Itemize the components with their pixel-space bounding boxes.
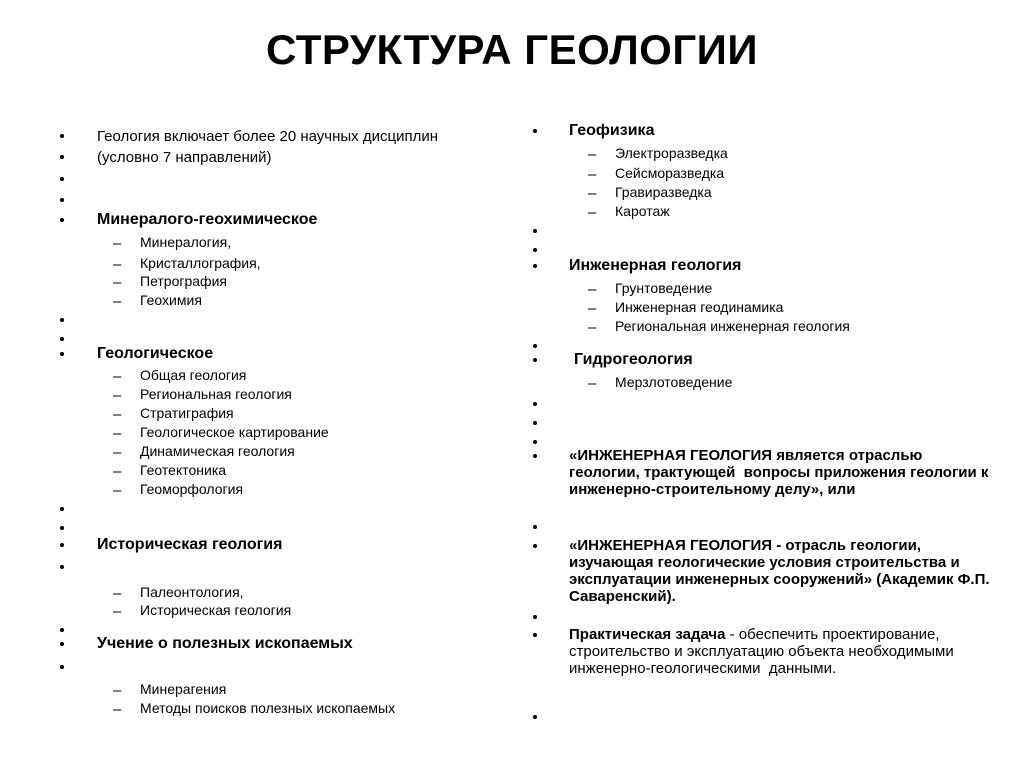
dash-icon: – [588,146,597,163]
dash-icon: – [588,166,597,183]
bullet-icon [533,248,537,252]
bullet-icon [60,526,64,530]
bullet-icon [533,402,537,406]
sub-list-item-label: Общая геология [140,367,247,383]
dash-icon: – [113,406,122,423]
list-item-heading: Инженерная геология [569,257,742,274]
sub-list-item-label: Инженерная геодинамика [615,299,784,315]
bullet-icon [60,198,64,202]
sub-list-item-label: Динамическая геология [140,443,295,459]
list-item-tail: - обеспечить проектирование, строительство и эксплуатацию объекта необходимыми инженерно-геологическими данными. [569,626,958,677]
dash-icon: – [113,387,122,404]
dash-icon: – [588,281,597,298]
sub-list-item-label: Геохимия [140,292,202,308]
list-item-emphasis: Практическая задача [569,626,726,643]
dash-icon: – [588,319,597,336]
dash-icon: – [588,300,597,317]
bullet-icon [60,665,64,669]
sub-list-item-label: Палеонтология, [140,584,244,600]
dash-icon: – [588,204,597,221]
bullet-icon [533,229,537,233]
dash-icon: – [113,235,122,252]
sub-list-item-label: Кристаллография, [140,255,261,271]
dash-icon: – [113,274,122,291]
bullet-icon [60,507,64,511]
bullet-icon [60,642,64,646]
sub-list-item-label: Стратиграфия [140,405,234,421]
dash-icon: – [113,482,122,499]
sub-list-item-label: Геотектоника [140,462,227,478]
bullet-icon [60,565,64,569]
sub-list-item-label: Каротаж [615,203,670,219]
bullet-icon [60,337,64,341]
page-title: СТРУКТУРА ГЕОЛОГИИ [265,26,759,73]
list-item-heading: Геологическое [97,345,214,362]
bullet-icon [533,633,537,637]
bullet-icon [533,421,537,425]
sub-list-item-label: Историческая геология [140,602,292,618]
bullet-icon [60,628,64,632]
sub-list-item-label: Геоморфология [140,481,244,497]
sub-list-item-label: Минералогия, [140,234,232,250]
quote-paragraph: «ИНЖЕНЕРНАЯ ГЕОЛОГИЯ является отраслью геологии, трактующей вопросы приложения геологии к инженерно-строительному делу», или [569,447,993,498]
dash-icon: – [113,701,122,718]
list-item-label: (условно 7 направлений) [97,149,272,166]
dash-icon: – [588,375,597,392]
bullet-icon [533,440,537,444]
sub-list-item-label: Методы поисков полезных ископаемых [140,700,396,716]
bullet-icon [533,715,537,719]
list-item-label: Геология включает более 20 научных дисциплин [97,128,438,145]
sub-list-item-label: Региональная инженерная геология [615,318,850,334]
bullet-icon [60,352,64,356]
sub-list-item-label: Мерзлотоведение [615,374,733,390]
sub-list-item-label: Региональная геология [140,386,292,402]
sub-list-item-label: Грунтоведение [615,280,713,296]
bullet-icon [533,358,537,362]
sub-list-item-label: Электроразведка [615,145,728,161]
dash-icon: – [113,368,122,385]
dash-icon: – [113,293,122,310]
quote-paragraph: «ИНЖЕНЕРНАЯ ГЕОЛОГИЯ - отрасль геологии, изучающая геологические условия строительства и эксплуатации инженерных сооружений» (Академик Ф.П. Саваренский). [569,537,994,605]
list-item-heading: Геофизика [569,122,655,139]
bullet-icon [60,218,64,222]
dash-icon: – [113,463,122,480]
bullet-icon [533,129,537,133]
bullet-icon [533,525,537,529]
bullet-icon [533,454,537,458]
list-item-heading: Гидрогеология [574,351,693,368]
dash-icon: – [113,425,122,442]
bullet-icon [60,318,64,322]
sub-list-item-label: Геологическое картирование [140,424,329,440]
list-item-heading: Учение о полезных ископаемых [97,635,353,652]
bullet-icon [533,544,537,548]
bullet-icon [60,155,64,159]
list-item-heading: Минералого-геохимическое [97,211,318,228]
sub-list-item-label: Петрография [140,273,227,289]
dash-icon: – [113,585,122,602]
dash-icon: – [588,185,597,202]
sub-list-item-label: Сейсморазведка [615,165,725,181]
list-item-text-mixed [569,626,989,677]
dash-icon: – [113,256,122,273]
bullet-icon [533,615,537,619]
bullet-icon [60,177,64,181]
bullet-icon [60,134,64,138]
sub-list-item-label: Минерагения [140,681,227,697]
bullet-icon [533,264,537,268]
bullet-icon [60,543,64,547]
dash-icon: – [113,444,122,461]
bullet-icon [533,344,537,348]
sub-list-item-label: Гравиразведка [615,184,712,200]
dash-icon: – [113,682,122,699]
list-item-heading: Историческая геология [97,536,283,553]
dash-icon: – [113,603,122,620]
